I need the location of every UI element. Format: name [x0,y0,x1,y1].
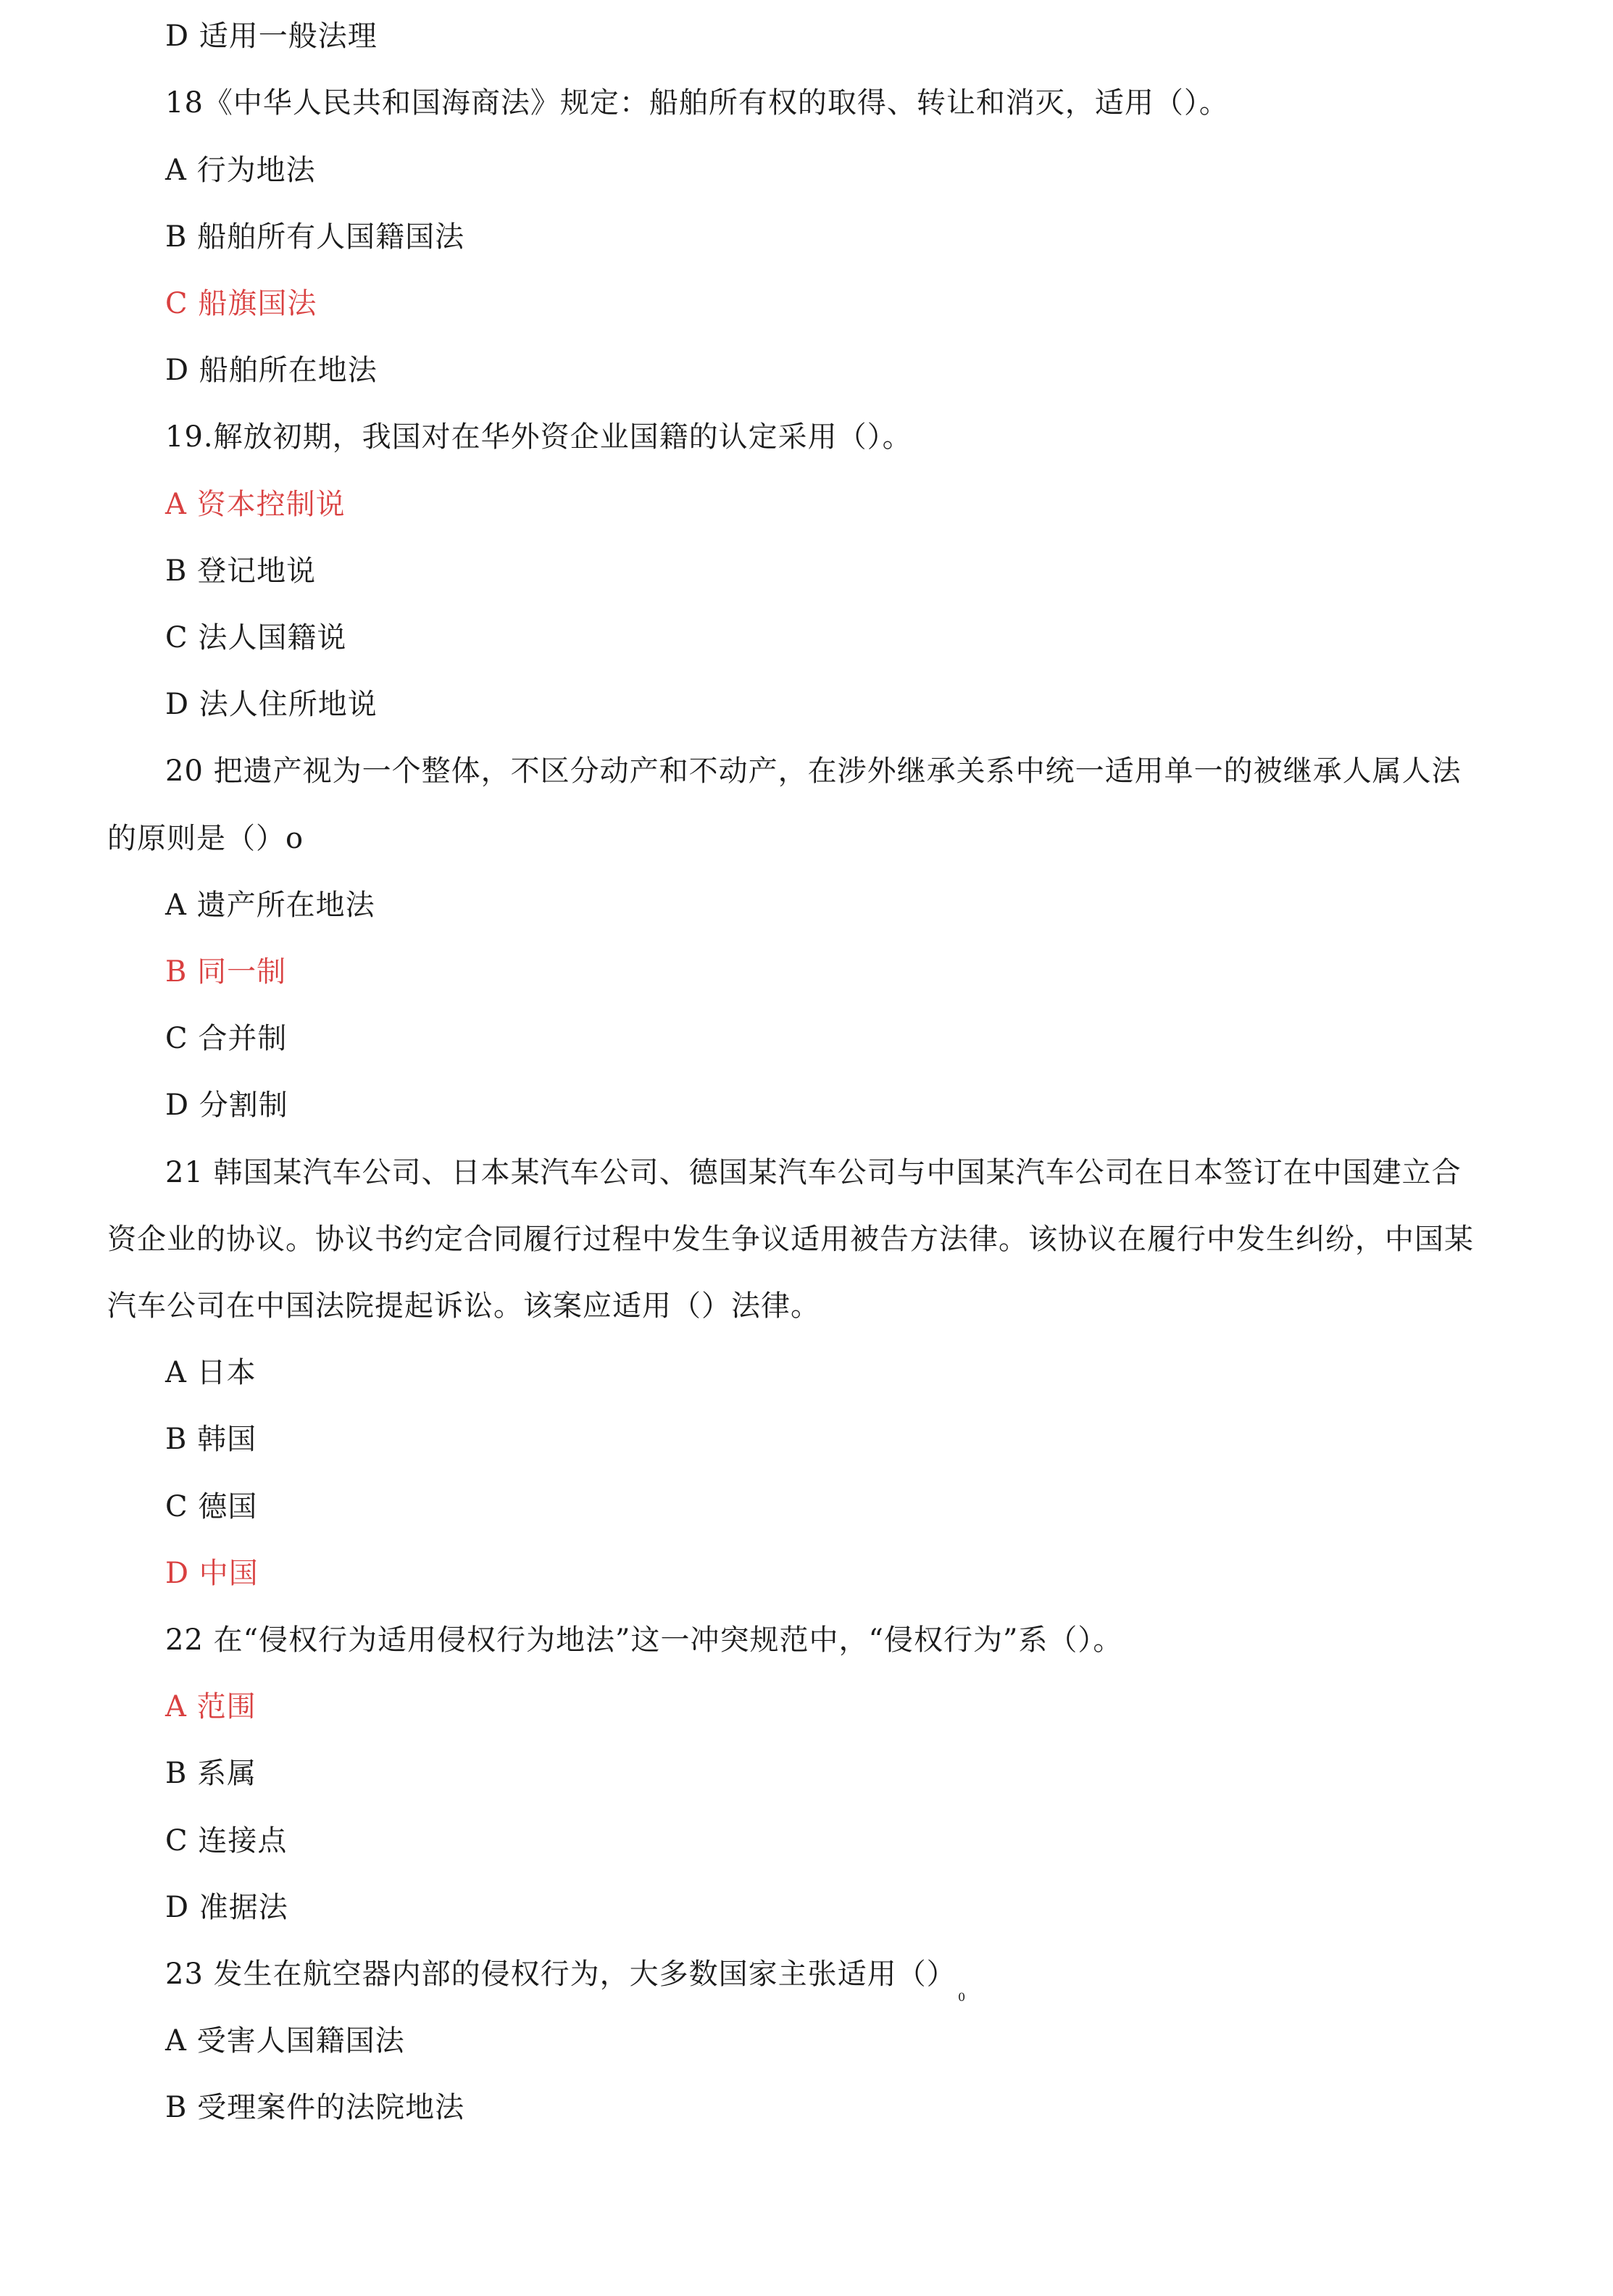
question-23: 23 发生在航空器内部的侵权行为，大多数国家主张适用（） [165,1958,956,1991]
option-a: A 行为地法 [165,154,316,187]
correct-answer-option: A 资本控制说 [165,488,346,521]
question-21: 21 韩国某汽车公司、日本某汽车公司、德国某汽车公司与中国某汽车公司在日本签订在中国建立合 [165,1156,1462,1189]
correct-answer-option: D 中国 [165,1557,259,1590]
option-b: B 受理案件的法院地法 [165,2091,465,2124]
text-line: D 适用一般法理 [165,20,378,53]
question-21-continuation: 资企业的协议。协议书约定合同履行过程中发生争议适用被告方法律。该协议在履行中发生纠纷，中国某 [107,1223,1474,1256]
option-d: D 分割制 [165,1089,288,1122]
question-18: 18《中华人民共和国海商法》规定：船舶所有权的取得、转让和消灭，适用（）。 [165,86,1229,120]
correct-answer-option: B 同一制 [165,955,287,989]
option-d: D 船舶所在地法 [165,354,378,387]
option-a: A 日本 [165,1356,257,1389]
option-b: B 登记地说 [165,554,317,588]
option-b: B 系属 [165,1757,257,1790]
option-b: B 韩国 [165,1423,257,1456]
option-c: C 德国 [165,1490,258,1523]
question-21-continuation: 汽车公司在中国法院提起诉讼。该案应适用（）法律。 [107,1289,820,1323]
correct-answer-option: C 船旗国法 [165,287,317,320]
option-a: A 受害人国籍国法 [165,2024,405,2058]
option-d: D 法人住所地说 [165,688,378,721]
question-22: 22 在“侵权行为适用侵权行为地法”这一冲突规范中，“侵权行为”系（）。 [165,1623,1123,1657]
option-d: D 准据法 [165,1891,288,1924]
correct-answer-option: A 范围 [165,1690,257,1723]
option-c: C 法人国籍说 [165,621,347,654]
option-b: B 船舶所有人国籍国法 [165,220,465,254]
question-19: 19.解放初期，我国对在华外资企业国籍的认定采用（）。 [165,420,912,454]
option-c: C 连接点 [165,1824,288,1858]
question-20: 20 把遗产视为一个整体，不区分动产和不动产，在涉外继承关系中统一适用单一的被继承人属人法 [165,754,1462,788]
option-a: A 遗产所在地法 [165,889,375,922]
option-c: C 合并制 [165,1022,288,1055]
question-20-continuation: 的原则是（）o [107,822,304,855]
stray-mark: 0 [958,1990,966,2004]
